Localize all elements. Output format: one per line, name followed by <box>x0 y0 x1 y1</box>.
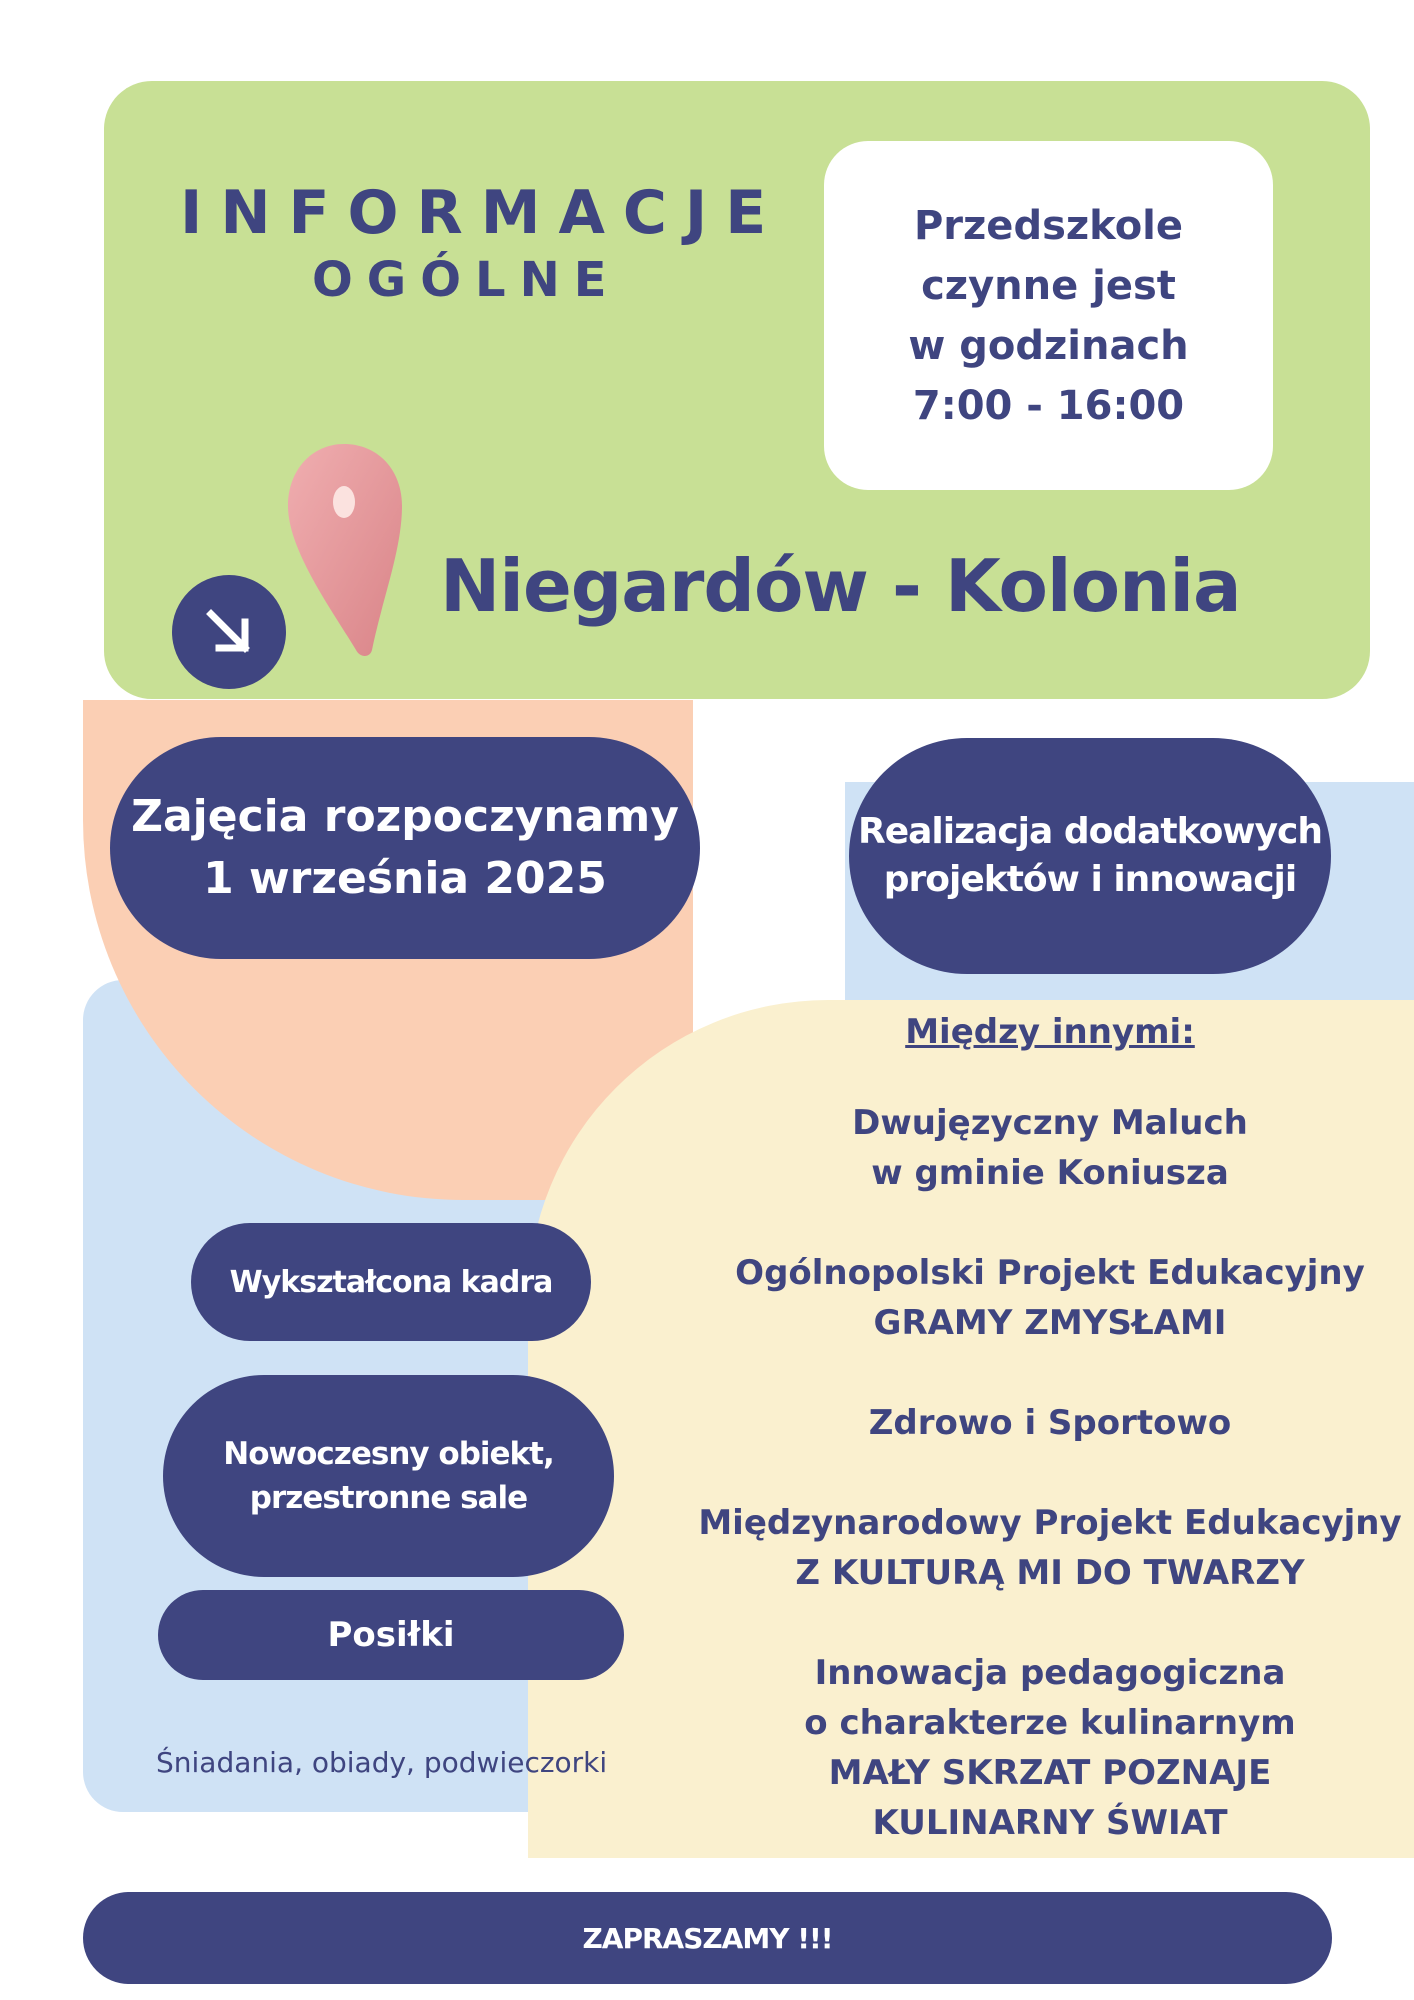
projects-list <box>680 1012 1414 1898</box>
hours-line4: 7:00 - 16:00 <box>912 382 1185 429</box>
arrow-down-right-icon <box>172 575 286 689</box>
staff-label: Wykształcona kadra <box>229 1264 553 1300</box>
list-item <box>869 1398 1232 1448</box>
page-title-line2: OGÓLNE <box>312 252 621 308</box>
hours-line3: w godzinach <box>908 322 1189 369</box>
projects-line2: projektów i innowacji <box>883 859 1297 900</box>
start-date-badge <box>110 737 700 959</box>
invitation-banner <box>83 1892 1332 1984</box>
location-name: Niegardów - Kolonia <box>440 544 1241 628</box>
projects-list-heading: Między innymi: <box>905 1012 1195 1052</box>
invitation-text: ZAPRASZAMY !!! <box>582 1921 833 1955</box>
list-item-line: Innowacja pedagogiczna <box>814 1653 1286 1693</box>
meals-description: Śniadania, obiady, podwieczorki <box>156 1746 608 1779</box>
list-item-line: KULINARNY ŚWIAT <box>872 1803 1228 1843</box>
staff-badge <box>191 1223 591 1341</box>
meals-badge <box>158 1590 624 1680</box>
meals-label: Posiłki <box>327 1615 455 1655</box>
projects-line1: Realizacja dodatkowych <box>857 811 1323 852</box>
building-line2: przestronne sale <box>249 1480 528 1516</box>
page-title-line1: INFORMACJE <box>180 178 785 248</box>
hours-line1: Przedszkole <box>913 202 1184 249</box>
list-item-line: Z KULTURĄ MI DO TWARZY <box>795 1553 1305 1593</box>
list-item-line: MAŁY SKRZAT POZNAJE <box>828 1753 1272 1793</box>
list-item <box>852 1098 1248 1198</box>
list-item-line: w gminie Koniusza <box>871 1153 1229 1193</box>
hours-line2: czynne jest <box>921 262 1176 309</box>
list-item-line: Ogólnopolski Projekt Edukacyjny <box>735 1253 1365 1293</box>
list-item <box>804 1648 1295 1848</box>
list-item-line: Międzynarodowy Projekt Edukacyjny <box>698 1503 1402 1543</box>
list-item <box>698 1498 1401 1598</box>
building-badge <box>163 1375 614 1577</box>
list-item-line: Zdrowo i Sportowo <box>868 1403 1232 1443</box>
list-item <box>735 1248 1365 1348</box>
list-item-line: Dwujęzyczny Maluch <box>852 1103 1248 1143</box>
list-item-line: o charakterze kulinarnym <box>804 1703 1296 1743</box>
start-line2: 1 września 2025 <box>203 853 607 904</box>
projects-badge <box>849 738 1331 974</box>
building-line1: Nowoczesny obiekt, <box>223 1436 554 1472</box>
list-item-line: GRAMY ZMYSŁAMI <box>873 1303 1227 1343</box>
location-pin-icon <box>282 440 406 660</box>
start-line1: Zajęcia rozpoczynamy <box>131 791 679 842</box>
opening-hours-card <box>824 141 1273 490</box>
